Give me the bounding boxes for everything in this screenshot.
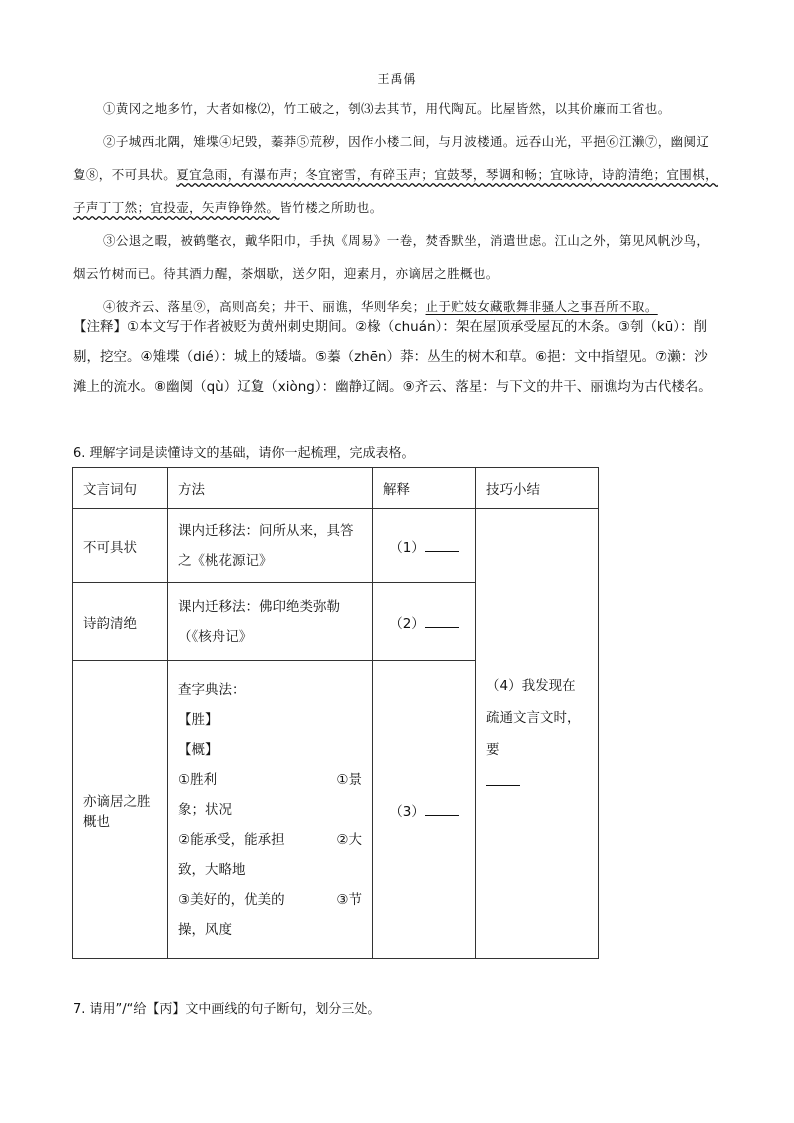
header-method: 方法 <box>168 468 373 509</box>
author: 王禹偁 <box>377 72 417 86</box>
underlined-sentence: 夏宜急雨，有瀑布声；冬宜密雪，有碎玉声；宜鼓琴，琴调和畅；宜咏诗，诗韵清绝；宜围棋，子声丁丁然；宜投壶，矢声铮铮然。 <box>73 167 719 215</box>
answer-cell[interactable]: （3） <box>373 661 476 959</box>
passage <box>73 92 721 323</box>
answer-cell[interactable]: （2） <box>373 583 476 661</box>
answer-cell[interactable]: （1） <box>373 509 476 583</box>
header-skill: 技巧小结 <box>476 468 599 509</box>
vocab-table <box>72 467 599 959</box>
paragraph-3: ③公退之暇，被鹤氅衣，戴华阳巾，手执《周易》一卷，焚香默坐，消遣世虑。江山之外，第见风帆沙鸟，烟云竹树而已。待其酒力醒，茶烟歇，送夕阳，迎素月，亦谪居之胜概也。 <box>73 233 710 281</box>
paragraph-1: ①黄冈之地多竹，大者如椽⑵，竹工破之，刳⑶去其节，用代陶瓦。比屋皆然，以其价廉而工省也。 <box>103 101 671 116</box>
underlined-sentence-2: 止于贮妓女藏歌舞非骚人之事吾所不取。 <box>425 299 658 314</box>
table-row <box>73 509 599 583</box>
header-explain: 解释 <box>373 468 476 509</box>
phrase-cell: 亦谪居之胜概也 <box>73 661 168 959</box>
question-7: 7. 请用”/“给【丙】文中画线的句子断句，划分三处。 <box>73 1002 381 1017</box>
p4-text: ④彼齐云、落星⑨，高则高矣；井干、丽谯，华则华矣； <box>103 299 426 314</box>
paragraph-2 <box>73 125 721 224</box>
method-cell: 课内迁移法：佛印绝类弥勒（《核舟记》 <box>168 583 373 661</box>
question-6: 6. 理解字词是读懂诗文的基础，请你一起梳理，完成表格。 <box>73 446 415 461</box>
p2-text: ②子城西北隅，雉堞④圮毁，蓁莽⑤荒秽，因作小楼二间，与月波楼通。远吞山光，平挹⑥江濑⑦，幽阒辽夐⑧，不可具状。 <box>73 134 710 182</box>
header-phrase: 文言词句 <box>73 468 168 509</box>
phrase-cell: 不可具状 <box>73 509 168 583</box>
table-header-row <box>73 468 599 509</box>
phrase-cell: 诗韵清绝 <box>73 583 168 661</box>
p2-end: 皆竹楼之所助也。 <box>279 200 383 215</box>
skill-cell[interactable]: （4）我发现在疏通文言文时，要 <box>476 509 599 959</box>
method-cell: 课内迁移法：问所从来，具答之《桃花源记》 <box>168 509 373 583</box>
annotations: 【注释】①本文写于作者被贬为黄州刺史期间。②椽（chuán）：架在屋顶承受屋瓦的木条。③刳（kū）：削剔，挖空。④雉堞（dié）：城上的矮墙。⑤蓁（zhēn）莽：丛生的树木和草。⑥挹：文中指望见。⑦濑：沙滩上的流水。⑧幽阒（qù）辽夐（xiòng）：幽静辽阔。⑨齐云、落星：与下文的井干、丽谯均为古代楼名。 <box>73 319 712 395</box>
method-cell: 查字典法： 【胜】 【概】 ①胜利 ①景 象；状况 ②能承受，能承担 ②大 致，大略地 ③美好的，优美的 ③节 操，风度 <box>168 661 373 959</box>
